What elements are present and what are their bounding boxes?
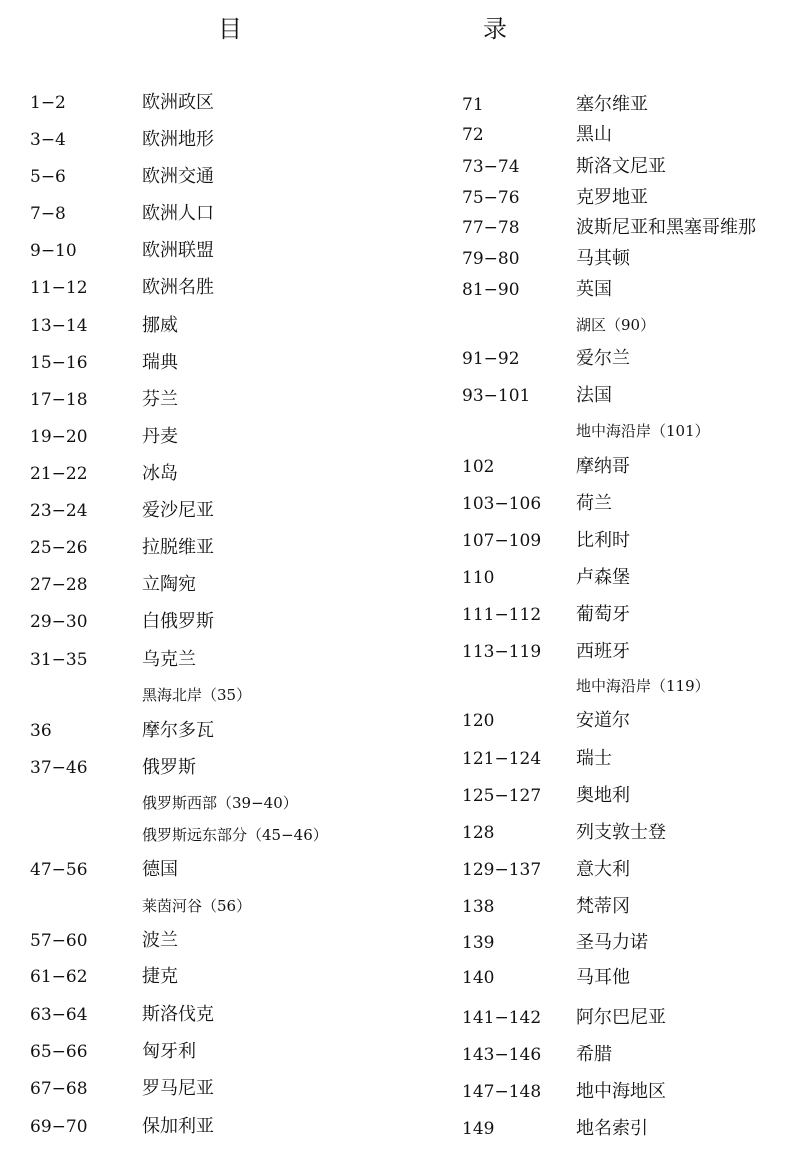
toc-page-range: 140 xyxy=(462,968,495,988)
title-char-left: 目 xyxy=(218,15,242,43)
toc-page-range: 77−78 xyxy=(462,218,520,238)
toc-entry-name: 安道尔 xyxy=(576,710,630,731)
toc-page-range: 120 xyxy=(462,711,495,731)
toc-entry-name: 英国 xyxy=(576,279,612,300)
toc-subentry-name: 黑海北岸（35） xyxy=(142,686,252,704)
toc-page-range: 125−127 xyxy=(462,786,542,806)
toc-subentry xyxy=(0,820,395,850)
toc-entry-name: 立陶宛 xyxy=(142,574,196,595)
toc-entry-name: 奥地利 xyxy=(576,785,630,806)
toc-page-range: 147−148 xyxy=(462,1082,542,1102)
toc-entry-name: 爱沙尼亚 xyxy=(142,500,214,521)
toc-entry xyxy=(395,781,790,811)
toc-entry xyxy=(395,152,790,182)
toc-entry xyxy=(0,1074,395,1104)
toc-page-range: 103−106 xyxy=(462,494,542,514)
toc-page-range: 3−4 xyxy=(30,130,66,150)
toc-subentry-name: 莱茵河谷（56） xyxy=(142,897,252,915)
toc-entry xyxy=(395,855,790,885)
toc-entry-name: 欧洲联盟 xyxy=(142,240,214,261)
toc-entry-name: 斯洛伐克 xyxy=(142,1004,214,1025)
toc-entry-name: 匈牙利 xyxy=(142,1041,196,1062)
toc-page-range: 9−10 xyxy=(30,241,77,261)
toc-entry xyxy=(0,199,395,229)
toc-page-range: 67−68 xyxy=(30,1079,88,1099)
toc-entry xyxy=(0,385,395,415)
toc-entry xyxy=(0,716,395,746)
toc-entry-name: 列支敦士登 xyxy=(576,822,666,843)
toc-page-range: 72 xyxy=(462,125,484,145)
toc-entry xyxy=(395,183,790,213)
toc-subentry xyxy=(0,680,395,710)
toc-page-range: 29−30 xyxy=(30,612,88,632)
toc-entry-name: 摩纳哥 xyxy=(576,456,630,477)
toc-entry-name: 西班牙 xyxy=(576,641,630,662)
toc-page-range: 7−8 xyxy=(30,204,66,224)
toc-entry-name: 比利时 xyxy=(576,530,630,551)
toc-page-range: 13−14 xyxy=(30,316,88,336)
toc-page-range: 63−64 xyxy=(30,1005,88,1025)
toc-page-range: 15−16 xyxy=(30,353,88,373)
toc-entry xyxy=(395,452,790,482)
toc-subentry-name: 地中海沿岸（101） xyxy=(576,422,710,440)
toc-page-range: 91−92 xyxy=(462,349,520,369)
toc-entry xyxy=(0,962,395,992)
toc-page-range: 143−146 xyxy=(462,1045,542,1065)
title-char-right: 录 xyxy=(483,15,507,43)
toc-entry xyxy=(0,855,395,885)
toc-entry xyxy=(395,90,790,120)
toc-page-range: 37−46 xyxy=(30,758,88,778)
toc-entry xyxy=(0,1000,395,1030)
toc-entry-name: 法国 xyxy=(576,385,612,406)
toc-entry-name: 芬兰 xyxy=(142,389,178,410)
toc-page-range: 17−18 xyxy=(30,390,88,410)
toc-entry-name: 爱尔兰 xyxy=(576,348,630,369)
toc-subentry xyxy=(395,416,790,446)
toc-page-range: 149 xyxy=(462,1119,495,1139)
toc-entry xyxy=(395,244,790,274)
toc-right-column xyxy=(395,0,790,1154)
toc-page-range: 31−35 xyxy=(30,650,88,670)
toc-entry xyxy=(395,381,790,411)
toc-page-range: 107−109 xyxy=(462,531,542,551)
toc-entry xyxy=(395,637,790,667)
toc-entry-name: 卢森堡 xyxy=(576,567,630,588)
toc-entry xyxy=(0,162,395,192)
toc-page-range: 110 xyxy=(462,568,495,588)
toc-subentry xyxy=(0,891,395,921)
toc-entry-name: 欧洲地形 xyxy=(142,129,214,150)
toc-page-range: 113−119 xyxy=(462,642,542,662)
toc-entry xyxy=(0,1112,395,1142)
toc-entry-name: 冰岛 xyxy=(142,463,178,484)
toc-entry-name: 克罗地亚 xyxy=(576,187,648,208)
toc-entry xyxy=(0,753,395,783)
toc-entry xyxy=(395,892,790,922)
toc-page-range: 75−76 xyxy=(462,188,520,208)
toc-entry-name: 地中海地区 xyxy=(576,1081,666,1102)
toc-page-range: 65−66 xyxy=(30,1042,88,1062)
toc-entry xyxy=(0,496,395,526)
toc-subentry xyxy=(0,788,395,818)
toc-entry xyxy=(0,236,395,266)
toc-entry-name: 圣马力诺 xyxy=(576,932,648,953)
toc-entry-name: 黑山 xyxy=(576,124,612,145)
toc-entry xyxy=(395,344,790,374)
toc-entry xyxy=(0,459,395,489)
toc-page-range: 5−6 xyxy=(30,167,66,187)
toc-entry xyxy=(0,125,395,155)
toc-entry xyxy=(395,928,790,958)
toc-page-range: 21−22 xyxy=(30,464,88,484)
toc-page-range: 47−56 xyxy=(30,860,88,880)
toc-entry xyxy=(0,273,395,303)
toc-entry-name: 塞尔维亚 xyxy=(576,94,648,115)
toc-entry xyxy=(395,526,790,556)
toc-page-range: 102 xyxy=(462,457,495,477)
toc-entry xyxy=(0,422,395,452)
toc-entry-name: 拉脱维亚 xyxy=(142,537,214,558)
toc-page-range: 141−142 xyxy=(462,1008,542,1028)
toc-entry xyxy=(0,88,395,118)
toc-entry xyxy=(395,600,790,630)
toc-entry-name: 摩尔多瓦 xyxy=(142,720,214,741)
toc-entry-name: 捷克 xyxy=(142,966,178,987)
toc-entry xyxy=(0,607,395,637)
toc-entry xyxy=(395,963,790,993)
toc-entry xyxy=(395,275,790,305)
toc-entry xyxy=(395,1114,790,1144)
toc-entry xyxy=(395,120,790,150)
toc-page-range: 57−60 xyxy=(30,931,88,951)
toc-page-range: 93−101 xyxy=(462,386,531,406)
toc-entry xyxy=(0,311,395,341)
toc-entry-name: 阿尔巴尼亚 xyxy=(576,1007,666,1028)
toc-entry-name: 意大利 xyxy=(576,859,630,880)
toc-entry xyxy=(0,570,395,600)
toc-page-range: 27−28 xyxy=(30,575,88,595)
toc-entry-name: 荷兰 xyxy=(576,493,612,514)
toc-subentry xyxy=(395,671,790,701)
toc-entry-name: 梵蒂冈 xyxy=(576,896,630,917)
toc-page-range: 1−2 xyxy=(30,93,66,113)
toc-subentry-name: 地中海沿岸（119） xyxy=(576,677,710,695)
toc-entry-name: 白俄罗斯 xyxy=(142,611,214,632)
toc-entry-name: 欧洲政区 xyxy=(142,92,214,113)
toc-entry-name: 丹麦 xyxy=(142,426,178,447)
toc-subentry-name: 俄罗斯远东部分（45−46） xyxy=(142,826,328,844)
toc-page-range: 71 xyxy=(462,95,484,115)
toc-page-range: 139 xyxy=(462,933,495,953)
toc-entry-name: 瑞典 xyxy=(142,352,178,373)
toc-page-range: 19−20 xyxy=(30,427,88,447)
toc-page-range: 138 xyxy=(462,897,495,917)
toc-entry-name: 欧洲人口 xyxy=(142,203,214,224)
toc-entry-name: 马耳他 xyxy=(576,967,630,988)
toc-entry-name: 欧洲名胜 xyxy=(142,277,214,298)
toc-entry xyxy=(395,744,790,774)
toc-entry xyxy=(0,926,395,956)
toc-page-range: 23−24 xyxy=(30,501,88,521)
toc-entry xyxy=(395,489,790,519)
toc-page-range: 129−137 xyxy=(462,860,542,880)
toc-entry-name: 希腊 xyxy=(576,1044,612,1065)
toc-entry xyxy=(395,1077,790,1107)
toc-subentry-name: 俄罗斯西部（39−40） xyxy=(142,794,298,812)
toc-entry xyxy=(0,1037,395,1067)
toc-page-range: 79−80 xyxy=(462,249,520,269)
toc-page-range: 128 xyxy=(462,823,495,843)
toc-entry-name: 葡萄牙 xyxy=(576,604,630,625)
toc-entry-name: 马其顿 xyxy=(576,248,630,269)
toc-entry xyxy=(395,706,790,736)
toc-entry xyxy=(0,645,395,675)
toc-entry xyxy=(395,1040,790,1070)
toc-entry-name: 保加利亚 xyxy=(142,1116,214,1137)
toc-entry-name: 瑞士 xyxy=(576,748,612,769)
toc-entry-name: 波兰 xyxy=(142,930,178,951)
toc-entry xyxy=(0,533,395,563)
toc-page-range: 25−26 xyxy=(30,538,88,558)
toc-entry-name: 欧洲交通 xyxy=(142,166,214,187)
toc-entry xyxy=(395,1003,790,1033)
toc-page-range: 73−74 xyxy=(462,157,520,177)
toc-entry xyxy=(395,563,790,593)
toc-entry-name: 波斯尼亚和黑塞哥维那 xyxy=(576,217,756,238)
toc-subentry xyxy=(395,310,790,340)
toc-page-range: 111−112 xyxy=(462,605,542,625)
toc-page-range: 81−90 xyxy=(462,280,520,300)
toc-entry-name: 斯洛文尼亚 xyxy=(576,156,666,177)
toc-page-range: 11−12 xyxy=(30,278,88,298)
toc-entry-name: 挪威 xyxy=(142,315,178,336)
toc-entry xyxy=(0,348,395,378)
toc-subentry-name: 湖区（90） xyxy=(576,316,656,334)
toc-entry xyxy=(395,213,790,243)
toc-page-range: 69−70 xyxy=(30,1117,88,1137)
toc-page-range: 36 xyxy=(30,721,52,741)
toc-entry-name: 乌克兰 xyxy=(142,649,196,670)
toc-entry-name: 德国 xyxy=(142,859,178,880)
toc-entry xyxy=(395,818,790,848)
toc-page-range: 61−62 xyxy=(30,967,88,987)
toc-page-range: 121−124 xyxy=(462,749,542,769)
toc-entry-name: 罗马尼亚 xyxy=(142,1078,214,1099)
toc-entry-name: 地名索引 xyxy=(576,1118,648,1139)
toc-entry-name: 俄罗斯 xyxy=(142,757,196,778)
